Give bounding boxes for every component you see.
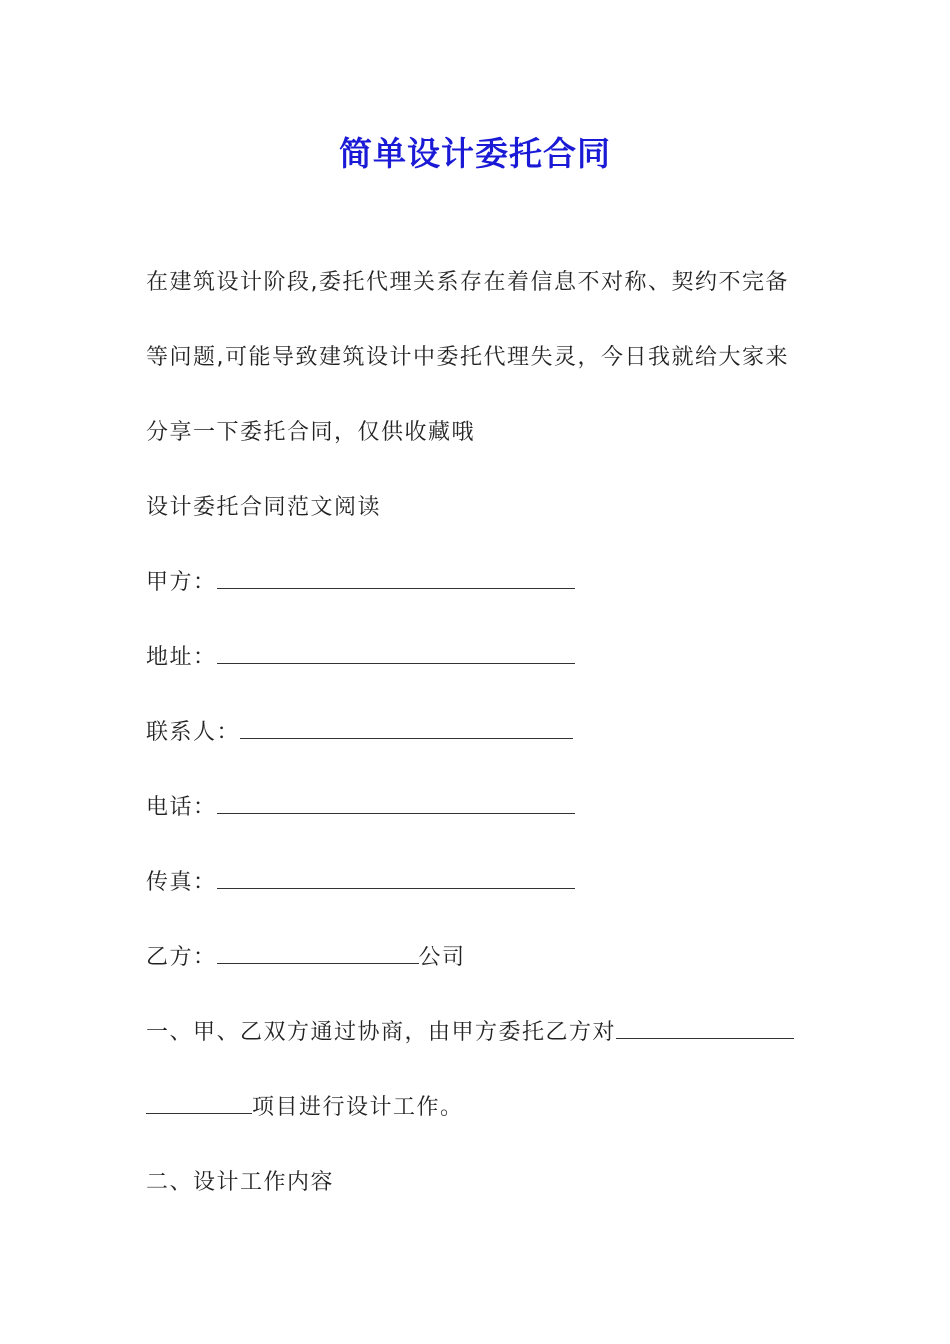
fax-blank[interactable] bbox=[217, 868, 575, 889]
clause-1-suffix: 项目进行设计工作。 bbox=[252, 1095, 464, 1120]
party-a-label: 甲方： bbox=[146, 570, 217, 595]
clause-1-line-2 bbox=[146, 1093, 464, 1123]
contact-label: 联系人： bbox=[146, 720, 241, 745]
section-heading: 设计委托合同范文阅读 bbox=[146, 495, 382, 520]
address-label: 地址： bbox=[146, 645, 217, 670]
phone-blank[interactable] bbox=[217, 793, 575, 814]
address-row bbox=[146, 643, 575, 673]
phone-label: 电话： bbox=[146, 795, 217, 820]
fax-row bbox=[146, 868, 575, 898]
contact-blank[interactable] bbox=[240, 718, 573, 739]
intro-line-2: 等问题,可能导致建筑设计中委托代理失灵，今日我就给大家来 bbox=[146, 345, 789, 370]
clause-1-prefix: 一、甲、乙双方通过协商，由甲方委托乙方对 bbox=[146, 1020, 617, 1045]
party-b-blank[interactable] bbox=[217, 943, 419, 964]
clause-1-blank-2[interactable] bbox=[146, 1093, 252, 1114]
clause-1-blank-1[interactable] bbox=[616, 1018, 794, 1039]
contact-row bbox=[146, 718, 573, 748]
document-title: 简单设计委托合同 bbox=[339, 134, 611, 173]
party-a-blank[interactable] bbox=[217, 568, 575, 589]
address-blank[interactable] bbox=[217, 643, 575, 664]
party-b-suffix: 公司 bbox=[418, 945, 466, 970]
intro-line-3: 分享一下委托合同，仅供收藏哦 bbox=[146, 420, 476, 445]
fax-label: 传真： bbox=[146, 870, 217, 895]
party-b-label: 乙方： bbox=[146, 945, 217, 970]
party-b-row bbox=[146, 943, 466, 973]
phone-row bbox=[146, 793, 575, 823]
clause-2-heading: 二、设计工作内容 bbox=[146, 1170, 335, 1195]
party-a-row bbox=[146, 568, 575, 598]
clause-1-line-1 bbox=[146, 1018, 794, 1048]
intro-line-1: 在建筑设计阶段,委托代理关系存在着信息不对称、契约不完备 bbox=[146, 270, 789, 295]
